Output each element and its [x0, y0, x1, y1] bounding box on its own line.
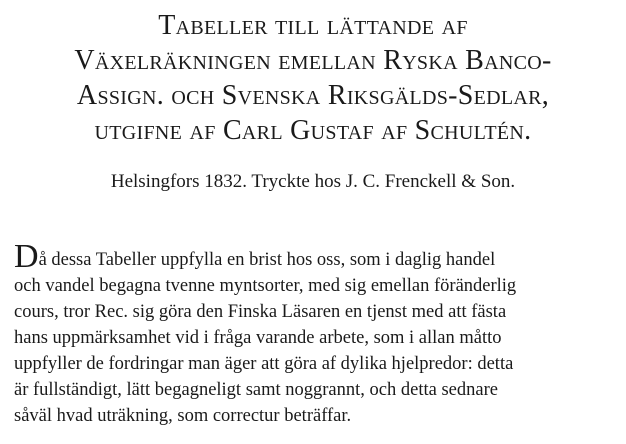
paragraph-line-4: hans uppmärksamhet vid i fråga varande arbete, som i allan måtto [14, 328, 502, 348]
paragraph-line-3: cours, tror Rec. sig göra den Finska Läsaren en tjenst med att fästa [14, 302, 507, 322]
drop-cap: D [14, 238, 39, 275]
first-line-text: å dessa Tabeller uppfylla en brist hos oss, som i daglig handel [38, 250, 496, 270]
title-line-4: utgifne af Carl Gustaf af Schultén. [94, 115, 532, 146]
paragraph-line-5: uppfyller de fordringar man äger att göra af dylika hjelpredor: detta [14, 354, 514, 374]
paragraph-line-6: är fullständigt, lätt begagneligt samt noggrannt, och detta sednare [14, 380, 498, 400]
paragraph-line-7: såväl hvad uträkning, som correctur beträffar. [14, 406, 352, 426]
document-title [0, 8, 626, 148]
paragraph-line-2: och vandel begagna tvenne myntsorter, med sig emellan föränderlig [14, 276, 517, 296]
title-line-2: Växelräkningen emellan Ryska Banco- [74, 45, 552, 76]
review-paragraph [14, 238, 618, 429]
title-line-1: Tabeller till lättande af [158, 10, 468, 41]
imprint-line: Helsingfors 1832. Tryckte hos J. C. Frenckell & Son. [110, 171, 516, 192]
paragraph-line-1 [14, 238, 618, 275]
title-line-3: Assign. och Svenska Riksgälds-Sedlar, [76, 80, 550, 111]
